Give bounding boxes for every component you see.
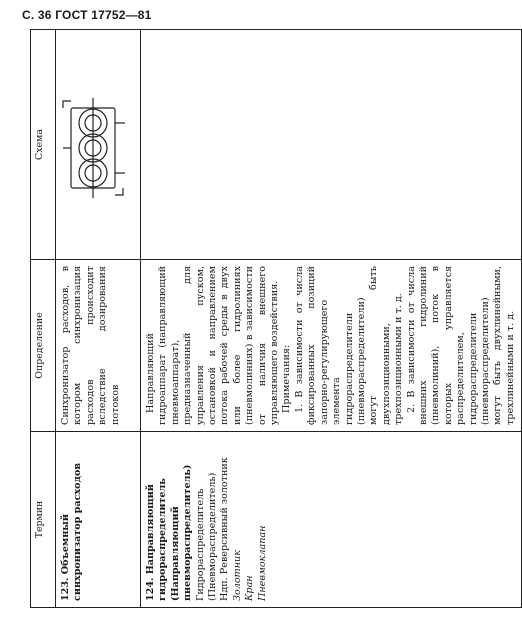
term-cell <box>141 432 522 608</box>
page-header: С. 36 ГОСТ 17752—81 <box>22 8 152 22</box>
scheme-cell-empty <box>141 30 522 260</box>
definition-cell <box>141 260 522 432</box>
term-123: 123. Объемный синхронизатор расходов <box>60 462 84 601</box>
term-124: 124. Направляющий гидрораспределитель (Направляющий пневмораспределитель) <box>145 464 194 601</box>
header-scheme: Схема <box>31 30 56 260</box>
definition-cell <box>56 260 141 432</box>
scheme-cell <box>56 30 141 260</box>
definition-123: Синхронизатор расходов, в котором синхронизация расходов происходит вследствие дозирования потоков <box>60 266 121 425</box>
rotated-table-page <box>30 30 516 608</box>
term-cell <box>56 432 141 608</box>
table-row <box>141 30 522 608</box>
definition-124-note-1: 1. В зависимости от числа фиксированных позиций запорно-регулирующего элемента гидрораспределители (пневмораспределители) могут быть двухпозиционными, трехпозиционными и т. д. <box>293 266 405 425</box>
term-124-short: Гидрораспределитель (Пневмораспределитель) <box>194 472 219 601</box>
header-term: Термин <box>31 432 56 608</box>
terms-table <box>30 29 522 608</box>
term-124-alt-2: Кран <box>244 575 256 601</box>
definition-124-note-2: 2. В зависимости от числа внешних гидролиний (пневмолиний), поток в которых управляется распределителем, гидрораспределители (пневмораспределители) могут быть двухлинейными, трехлинейными и т. д. <box>405 266 516 425</box>
flow-synchronizer-diagram <box>58 39 128 257</box>
definition-124-main: Направляющий гидроаппарат (направляющий пневмоаппарат), предназначенный для управления пуском, остановкой и направлением потока рабочей среды в двух или более гидролиниях (пневмолиниях) в зависимости от наличия внешнего управляющего воздействия. <box>145 266 281 425</box>
header-definition: Определение <box>31 260 56 432</box>
term-124-ndp: Ндп. Реверсивный золотник <box>219 457 231 601</box>
table-row <box>56 30 141 608</box>
definition-124-notes-title: Примечания: <box>281 344 293 413</box>
table-header-row <box>31 30 56 608</box>
term-124-alt-1: Золотник <box>231 550 243 601</box>
term-124-alt-3: Пневмоклапан <box>256 525 268 601</box>
